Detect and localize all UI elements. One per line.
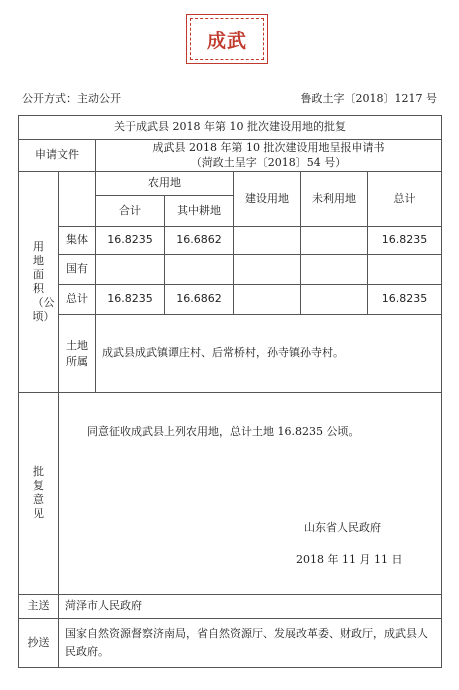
issuing-authority: 山东省人民政府	[304, 521, 381, 534]
opinion-label-cell	[19, 393, 59, 595]
row-label: 集体	[59, 227, 96, 255]
cell-subtotal: 16.8235	[96, 285, 165, 315]
application-docs	[96, 140, 442, 172]
cc-label: 抄送	[19, 619, 59, 668]
cell-construction	[234, 227, 301, 255]
cell-construction	[234, 285, 301, 315]
main-send-label: 主送	[19, 595, 59, 619]
area-label: 用地面积（公顷）	[32, 239, 55, 323]
unused-header: 未利用地	[301, 172, 368, 227]
main-send-value: 菏泽市人民政府	[59, 595, 442, 619]
cell-total: 16.8235	[368, 285, 442, 315]
cell-total: 16.8235	[368, 227, 442, 255]
total-header: 总计	[368, 172, 442, 227]
approval-table	[18, 115, 442, 668]
table-row	[19, 227, 442, 255]
table-row	[19, 255, 442, 285]
table-row	[19, 285, 442, 315]
cell-subtotal: 16.8235	[96, 227, 165, 255]
location-value: 成武县成武镇谭庄村、后常桥村，孙寺镇孙寺村。	[96, 315, 442, 393]
application-line-1: 成武县 2018 年第 10 批次建设用地呈报申请书	[152, 141, 385, 155]
document-number: 鲁政土字〔2018〕1217 号	[300, 92, 437, 105]
row-label: 国有	[59, 255, 96, 285]
cc-value: 国家自然资源督察济南局，省自然资源厅、发展改革委、财政厅，成武县人民政府。	[59, 619, 442, 668]
opinion-text: 同意征收成武县上列农用地，总计土地 16.8235 公顷。	[87, 425, 360, 438]
issue-date: 2018 年 11 月 11 日	[296, 553, 403, 566]
row-label: 总计	[59, 285, 96, 315]
area-label-cell	[19, 172, 59, 393]
construction-header: 建设用地	[234, 172, 301, 227]
cell-arable: 16.6862	[165, 227, 234, 255]
county-stamp	[186, 14, 268, 64]
location-label: 土地所属	[66, 338, 88, 368]
farmland-header: 农用地	[96, 172, 234, 196]
cell-arable	[165, 255, 234, 285]
application-label: 申请文件	[19, 140, 96, 172]
cell-subtotal	[96, 255, 165, 285]
publish-mode: 公开方式：主动公开	[22, 92, 121, 105]
stamp-inner-border	[190, 18, 264, 60]
opinion-label: 批复意见	[33, 465, 44, 521]
cell-total	[368, 255, 442, 285]
arable-header: 其中耕地	[165, 196, 234, 227]
blank-header-cell	[59, 172, 96, 227]
cell-unused	[301, 227, 368, 255]
cell-unused	[301, 285, 368, 315]
location-label-cell	[59, 315, 96, 393]
document-title: 关于成武县 2018 年第 10 批次建设用地的批复	[19, 116, 442, 140]
cell-construction	[234, 255, 301, 285]
opinion-content	[59, 393, 442, 595]
application-line-2: （菏政土呈字〔2018〕54 号）	[190, 155, 347, 169]
cell-unused	[301, 255, 368, 285]
stamp-text: 成武	[206, 29, 247, 52]
cell-arable: 16.6862	[165, 285, 234, 315]
subtotal-header: 合计	[96, 196, 165, 227]
